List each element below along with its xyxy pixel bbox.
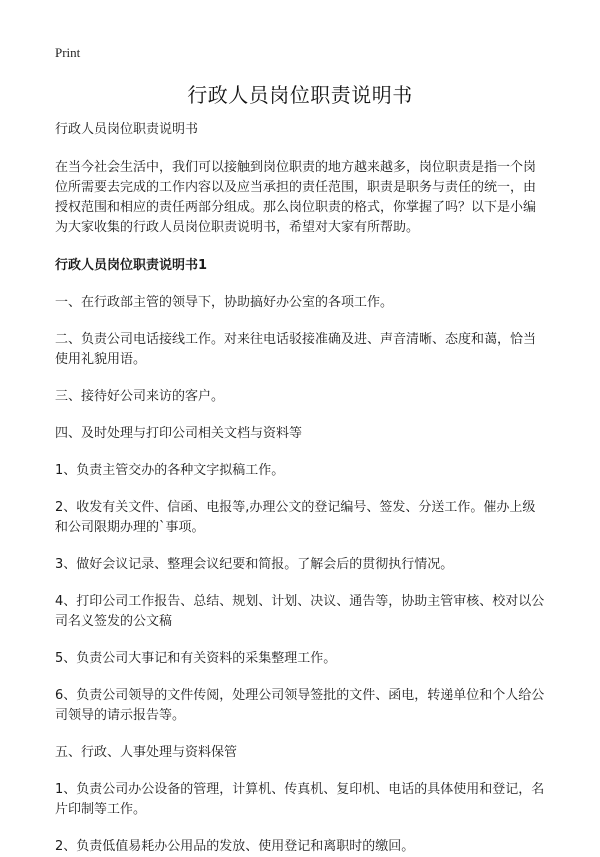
paragraph: 三、接待好公司来访的客户。 — [55, 389, 225, 404]
paragraph: 2、负责低值易耗办公用品的发放、使用登记和离职时的缴回。 — [55, 839, 415, 854]
document-title: 行政人员岗位职责说明书 — [187, 83, 413, 107]
paragraph: 1、负责公司办公设备的管理，计算机、传真机、复印机、电话的具体使用和登记，名片印制等工作。 — [55, 782, 545, 817]
paragraph: 二、负责公司电话接线工作。对来往电话驳接准确及进、声音清晰、态度和蔼，恰当使用礼貌用语。 — [55, 332, 537, 367]
paragraph: 3、做好会议记录、整理会议纪要和简报。了解会后的贯彻执行情况。 — [55, 557, 454, 572]
print-link[interactable]: Print — [55, 45, 81, 60]
section-heading: 行政人员岗位职责说明书1 — [55, 258, 208, 273]
paragraph: 5、负责公司大事记和有关资料的采集整理工作。 — [55, 651, 337, 666]
paragraph: 四、及时处理与打印公司相关文档与资料等 — [55, 426, 303, 441]
document-body — [55, 120, 547, 857]
paragraph: 一、在行政部主管的领导下，协助搞好办公室的各项工作。 — [55, 295, 394, 310]
paragraph: 6、负责公司领导的文件传阅，处理公司领导签批的文件、函电，转递单位和个人给公司领导的请示报告等。 — [55, 688, 545, 723]
paragraph: 行政人员岗位职责说明书 — [55, 122, 199, 137]
paragraph: 4、打印公司工作报告、总结、规划、计划、决议、通告等，协助主管审核、校对以公司名义签发的公文稿 — [55, 594, 545, 629]
paragraph: 1、负责主管交办的各种文字拟稿工作。 — [55, 463, 285, 478]
paragraph: 在当今社会生活中，我们可以接触到岗位职责的地方越来越多，岗位职责是指一个岗位所需要去完成的工作内容以及应当承担的责任范围，职责是职务与责任的统一，由授权范围和相应的责任两部分组成。那么岗位职责的格式，你掌握了吗？以下是小编为大家收集的行政人员岗位职责说明书，希望对大家有所帮助。 — [55, 160, 537, 235]
paragraph: 2、收发有关文件、信函、电报等,办理公文的登记编号、签发、分送工作。催办上级和公司限期办理的`事项。 — [55, 500, 536, 535]
paragraph: 五、行政、人事处理与资料保管 — [55, 745, 238, 760]
